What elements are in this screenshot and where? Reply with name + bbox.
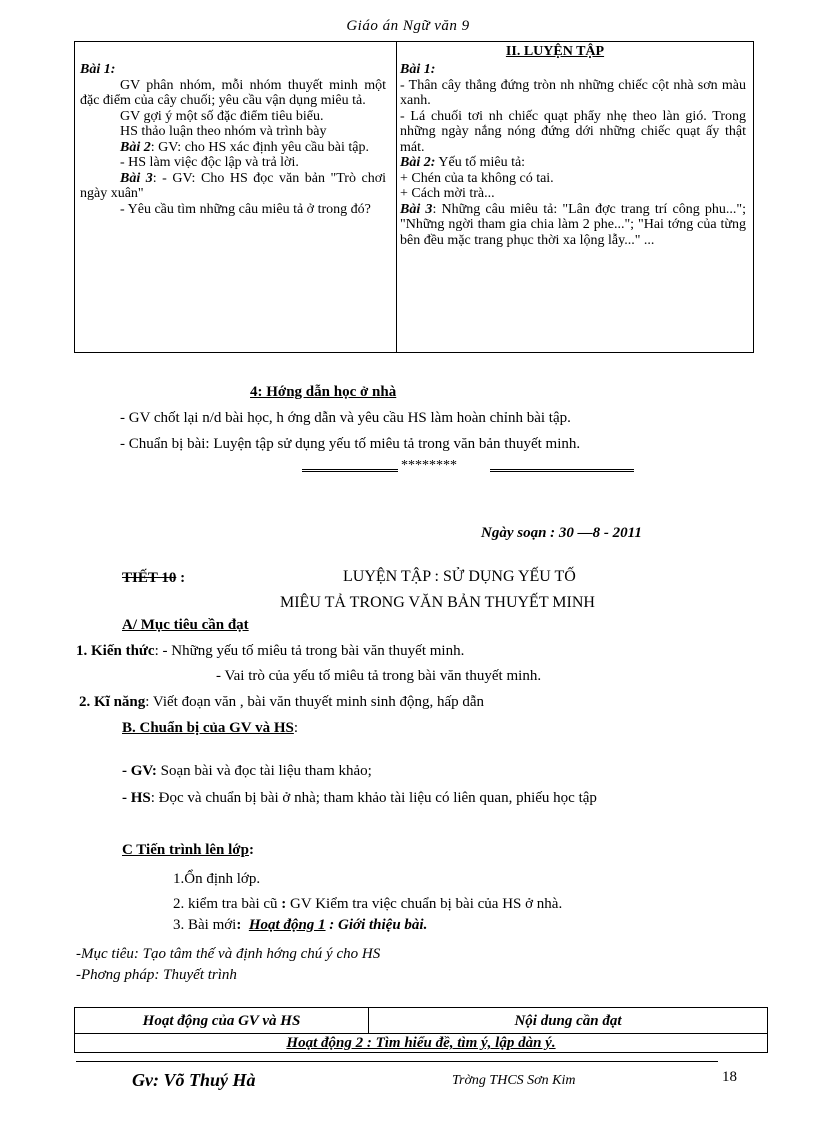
divider-right [490, 469, 634, 472]
homework-line: - GV chốt lại n/d bài học, h ớng dẫn và yêu cầu HS làm hoàn chỉnh bài tập. [120, 410, 571, 426]
right-bai2-text: Yếu tố miêu tả: [435, 155, 526, 170]
objectives-heading: A/ Mục tiêu cần đạt [122, 617, 249, 633]
procedure-title: C Tiến trình lên lớp [122, 842, 249, 858]
knowledge-line [76, 643, 464, 660]
method-line: -Phơng pháp: Thuyết trình [76, 967, 237, 983]
knowledge-text: : - Những yếu tố miêu tả trong bài văn thuyết minh. [154, 643, 465, 659]
preparation-colon: : [293, 720, 299, 736]
procedure-heading [122, 842, 254, 859]
divider-left [302, 469, 398, 472]
exercise-table [74, 41, 754, 353]
step-3-rest: : Giới thiệu bài. [325, 917, 428, 933]
footer-teacher-name: Gv: Võ Thuý Hà [132, 1070, 256, 1090]
left-bai2 [80, 140, 386, 156]
knowledge-line-2: - Vai trò của yếu tố miêu tả trong bài văn thuyết minh. [216, 668, 542, 684]
luyen-tap-heading: II. LUYỆN TẬP [505, 44, 605, 59]
step-3-pre: 3. Bài mới [173, 917, 237, 933]
skills-line [79, 694, 484, 711]
left-bai3-line2: - Yêu cầu tìm những câu miêu tả ở trong đó? [120, 201, 371, 217]
hs-text: : Đọc và chuẩn bị bài ở nhà; tham khảo tài liệu có liên quan, phiếu học tập [150, 790, 597, 806]
objective-line: -Mục tiêu: Tạo tâm thế và định hớng chú ý cho HS [76, 946, 381, 962]
left-bai3-label: Bài 3 [120, 170, 153, 186]
gv-text: Soạn bài và đọc tài liệu tham khảo; [156, 763, 372, 779]
step-2-text: GV Kiểm tra việc chuẩn bị bài của HS ở nhà. [286, 896, 563, 912]
table-header-content: Nội dung cần đạt [514, 1013, 622, 1029]
left-bai3-text: : - GV: Cho HS đọc văn bản "Trò chơi ngày xuân" [80, 170, 386, 201]
procedure-colon: : [248, 842, 254, 858]
left-bai2-line2: - HS làm việc độc lập và trả lời. [120, 155, 299, 170]
step-3-colon: : [236, 917, 242, 933]
right-bai2-label: Bài 2: [400, 155, 436, 170]
preparation-heading [122, 720, 298, 737]
page-header-title: Giáo án Ngữ văn 9 [346, 18, 470, 34]
lesson-colon: : [176, 570, 186, 586]
step-2 [173, 896, 562, 913]
right-bai1-line: - Lá chuối tơi nh chiếc quạt phẩy nhẹ theo làn gió. Trong những ngày nắng nóng đứng dới những chiếc quạt ấy thật mát. [400, 108, 746, 155]
step-3-activity: Hoạt động 1 [248, 917, 326, 933]
knowledge-label: 1. Kiến thức [76, 643, 155, 659]
right-bai3 [400, 202, 746, 249]
step-3 [173, 917, 427, 934]
right-bai1-line: - Thân cây thẳng đứng tròn nh những chiếc cột nhà sơn màu xanh. [400, 77, 746, 108]
step-1: 1.Ổn định lớp. [173, 871, 261, 887]
gv-label: - GV: [122, 763, 157, 779]
left-bai1-line: GV gợi ý một số đặc điểm tiêu biểu. [120, 108, 324, 124]
skills-label: 2. Kĩ năng [79, 694, 146, 710]
right-bai1-label: Bài 1: [400, 62, 436, 77]
hs-prep-line [122, 790, 597, 807]
divider-stars: ******** [401, 458, 457, 473]
content-column [400, 62, 746, 248]
activity-2-row: Hoạt động 2 : Tìm hiểu đề, tìm ý, lập dàn ý. [286, 1035, 556, 1051]
left-bai1-line: HS thảo luận theo nhóm và trình bày [120, 124, 327, 139]
right-bai2-line: + Chén của ta không có tai. [400, 170, 554, 186]
gv-prep-line [122, 763, 372, 780]
step-2-pre: 2. kiểm tra bài cũ [173, 896, 282, 912]
left-bai1-line: GV phân nhóm, mỗi nhóm thuyết minh một đặc điểm của cây chuối; yêu cầu vận dụng miêu tả. [80, 77, 386, 108]
lesson-title-2: MIÊU TẢ TRONG VĂN BẢN THUYẾT MINH [280, 594, 595, 611]
footer-school-name: Trờng THCS Sơn Kim [452, 1073, 576, 1088]
teacher-activity-column [80, 62, 386, 217]
right-bai3-text: : Những câu miêu tả: "Lân đợc trang trí công phu..."; "Những ngời tham gia chia làm 2 phe..."; "Hai tớng của từng bên đều mặc trang phục thời xa lộng lẫy..." ... [400, 201, 747, 248]
page-number: 18 [722, 1069, 737, 1085]
left-bai3 [80, 171, 386, 202]
right-bai3-label: Bài 3 [400, 201, 433, 217]
table-divider [396, 42, 397, 352]
step-2-colon: : [281, 896, 287, 912]
homework-heading: 4: Hớng dẫn học ở nhà [250, 384, 397, 400]
left-bai1-label: Bài 1: [80, 62, 116, 77]
right-bai2-line: + Cách mời trà... [400, 186, 495, 201]
left-bai2-text: : GV: cho HS xác định yêu cầu bài tập. [150, 139, 369, 155]
date-label: Ngày soạn : 30 —8 - 2011 [481, 525, 642, 541]
skills-text: : Viết đoạn văn , bài văn thuyết minh sinh động, hấp dẫn [145, 694, 485, 710]
table-header-activity: Hoạt động của GV và HS [142, 1013, 301, 1029]
footer-rule [76, 1061, 718, 1062]
lesson-title-1: LUYỆN TẬP : SỬ DỤNG YẾU TỐ [343, 568, 576, 585]
activity-table [74, 1007, 768, 1053]
preparation-title: B. Chuẩn bị của GV và HS [122, 720, 294, 736]
lesson-tiet: TIẾT 10 [122, 570, 177, 586]
lesson-number [122, 570, 185, 587]
right-bai2 [400, 155, 746, 171]
homework-line: - Chuẩn bị bài: Luyện tập sử dụng yếu tố miêu tả trong văn bản thuyết minh. [120, 436, 581, 452]
left-bai2-label: Bài 2 [120, 139, 151, 155]
hs-label: - HS [122, 790, 151, 806]
